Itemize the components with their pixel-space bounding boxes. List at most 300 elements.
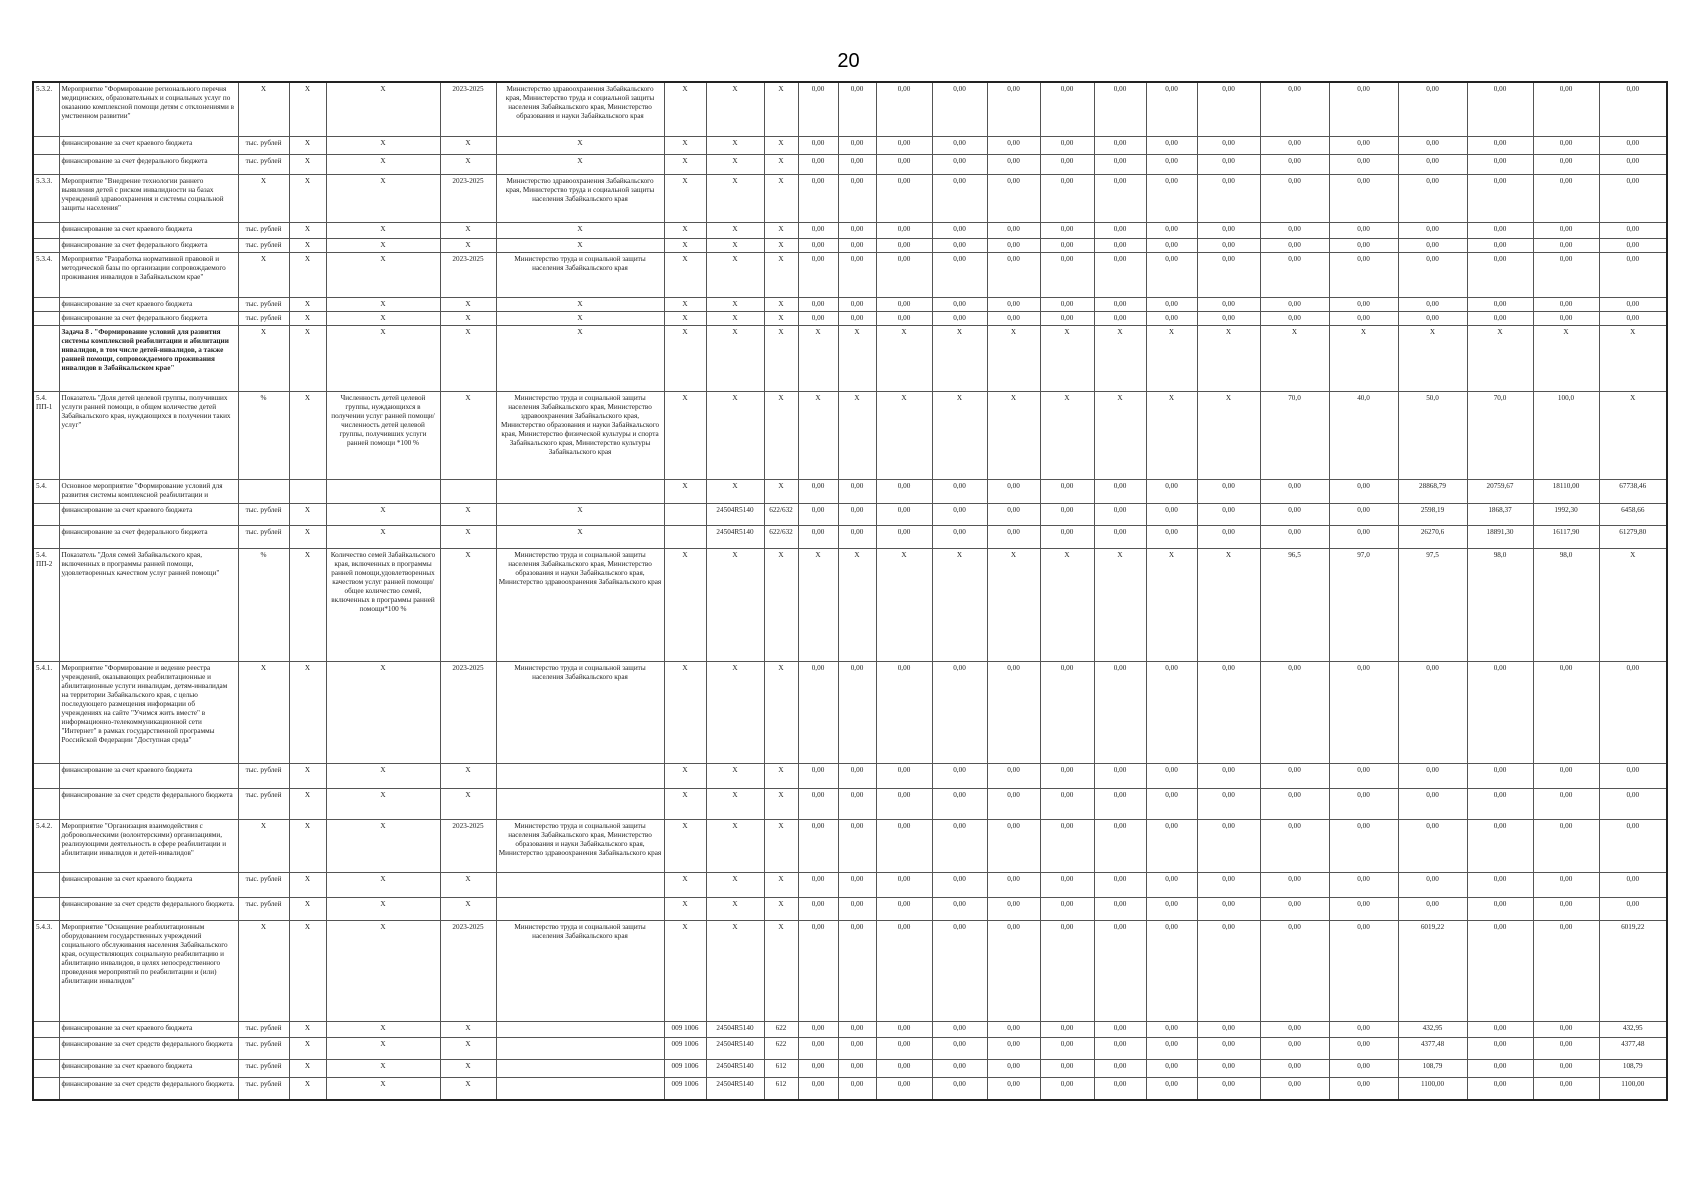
table-cell: X	[496, 503, 664, 525]
row-number-cell	[33, 154, 59, 174]
table-cell: X	[764, 222, 798, 238]
table-cell: 0,00	[798, 661, 838, 763]
table-row	[33, 548, 1667, 661]
table-cell: X	[1197, 325, 1260, 391]
table-cell: 0,00	[798, 897, 838, 920]
table-cell: X	[987, 391, 1040, 479]
table-cell	[496, 1077, 664, 1100]
table-cell: 0,00	[1146, 525, 1197, 548]
table-cell: X	[764, 391, 798, 479]
table-cell: 0,00	[838, 788, 876, 819]
table-cell: X	[664, 297, 706, 311]
row-number-cell	[33, 1059, 59, 1077]
table-cell: 009 1006	[664, 1077, 706, 1100]
table-cell: X	[440, 1059, 496, 1077]
table-cell: 0,00	[987, 82, 1040, 136]
table-cell: 0,00	[1094, 174, 1146, 222]
table-cell: 0,00	[1197, 872, 1260, 897]
table-cell: 0,00	[798, 763, 838, 788]
table-row	[33, 525, 1667, 548]
table-cell	[496, 763, 664, 788]
table-cell: X	[764, 154, 798, 174]
table-cell: X	[326, 1059, 440, 1077]
table-cell: 0,00	[1146, 238, 1197, 252]
table-cell: 0,00	[838, 238, 876, 252]
table-cell: X	[1146, 548, 1197, 661]
row-name-cell: финансирование за счет краевого бюджета	[59, 297, 238, 311]
table-cell: 2023-2025	[440, 174, 496, 222]
table-cell: 0,00	[876, 154, 932, 174]
table-cell: Министерство труда и социальной защиты населения Забайкальского края	[496, 252, 664, 297]
table-cell: 0,00	[1197, 525, 1260, 548]
table-cell: 0,00	[1329, 222, 1398, 238]
table-cell: 0,00	[1533, 154, 1599, 174]
table-cell: X	[876, 391, 932, 479]
table-cell: 0,00	[838, 819, 876, 872]
table-cell: X	[326, 1037, 440, 1059]
table-cell: 0,00	[1094, 82, 1146, 136]
table-cell: 0,00	[1146, 297, 1197, 311]
table-cell: %	[238, 391, 289, 479]
table-row	[33, 479, 1667, 503]
table-cell: 0,00	[798, 222, 838, 238]
table-cell: 0,00	[1329, 661, 1398, 763]
table-cell: Количество семей Забайкальского края, включенных в программы ранней помощи,удовлетворенных качеством услуг ранней помощи/общее количество семей, включенных в программы ранней помощи*100 %	[326, 548, 440, 661]
table-cell: X	[764, 311, 798, 325]
table-cell: 0,00	[987, 238, 1040, 252]
table-cell: 0,00	[1146, 1077, 1197, 1100]
table-cell: 0,00	[838, 136, 876, 154]
table-cell: 0,00	[1467, 1021, 1533, 1037]
table-cell: 0,00	[1398, 661, 1467, 763]
table-cell: 0,00	[1260, 897, 1329, 920]
table-cell: 0,00	[1040, 174, 1094, 222]
table-cell: 0,00	[798, 1077, 838, 1100]
table-cell: 0,00	[1197, 763, 1260, 788]
table-cell: тыс. рублей	[238, 1021, 289, 1037]
table-cell: 0,00	[1146, 788, 1197, 819]
table-cell: 97,5	[1398, 548, 1467, 661]
table-cell: 0,00	[932, 897, 987, 920]
table-cell: 0,00	[798, 503, 838, 525]
table-cell: X	[496, 325, 664, 391]
table-cell: X	[664, 763, 706, 788]
row-name-cell: Задача 8 . "Формирование условий для развития системы комплексной реабилитации и абилитации инвалидов, в том числе детей-инвалидов, а также ранней помощи, сопровождаемого проживания инвалидов в Забайкальском крае"	[59, 325, 238, 391]
table-cell: 0,00	[1260, 503, 1329, 525]
table-cell: 0,00	[1040, 136, 1094, 154]
row-name-cell: финансирование за счет краевого бюджета	[59, 763, 238, 788]
table-cell: 0,00	[1398, 297, 1467, 311]
table-cell: 0,00	[838, 920, 876, 1021]
row-name-cell: финансирование за счет краевого бюджета	[59, 222, 238, 238]
table-cell: 0,00	[876, 82, 932, 136]
table-cell	[238, 479, 289, 503]
table-cell: X	[838, 391, 876, 479]
table-cell: X	[440, 1077, 496, 1100]
table-cell: 0,00	[1197, 788, 1260, 819]
table-cell: X	[326, 1021, 440, 1037]
table-row	[33, 297, 1667, 311]
table-cell: X	[706, 222, 764, 238]
table-cell: 0,00	[1040, 1021, 1094, 1037]
table-cell: 0,00	[1260, 297, 1329, 311]
table-cell: 0,00	[798, 136, 838, 154]
table-cell: 2023-2025	[440, 252, 496, 297]
table-cell: 0,00	[1533, 82, 1599, 136]
table-cell: 0,00	[1146, 819, 1197, 872]
table-cell: 0,00	[1329, 788, 1398, 819]
table-row	[33, 819, 1667, 872]
table-cell: X	[1094, 391, 1146, 479]
table-cell: X	[440, 325, 496, 391]
table-cell: 0,00	[1040, 1059, 1094, 1077]
table-cell: X	[706, 297, 764, 311]
table-cell: X	[664, 82, 706, 136]
table-cell: 0,00	[1146, 872, 1197, 897]
table-body	[33, 82, 1667, 1100]
table-cell: 0,00	[1094, 1037, 1146, 1059]
table-cell: тыс. рублей	[238, 525, 289, 548]
table-cell: 0,00	[1040, 479, 1094, 503]
table-cell: 0,00	[798, 174, 838, 222]
table-cell: 4377,48	[1599, 1037, 1667, 1059]
table-cell: X	[326, 788, 440, 819]
table-cell: 0,00	[876, 872, 932, 897]
table-cell: 0,00	[1599, 238, 1667, 252]
table-cell: X	[289, 525, 326, 548]
table-cell: 0,00	[876, 661, 932, 763]
table-cell: X	[706, 872, 764, 897]
table-cell: 0,00	[932, 1037, 987, 1059]
table-cell: 0,00	[987, 503, 1040, 525]
table-cell: X	[987, 325, 1040, 391]
table-cell: 1992,30	[1533, 503, 1599, 525]
table-cell: 0,00	[1329, 154, 1398, 174]
table-cell: 0,00	[838, 252, 876, 297]
table-cell: X	[664, 920, 706, 1021]
table-cell: X	[764, 325, 798, 391]
table-cell: 0,00	[1260, 763, 1329, 788]
table-cell: X	[238, 82, 289, 136]
row-number-cell: 5.3.3.	[33, 174, 59, 222]
table-cell: 0,00	[1467, 136, 1533, 154]
table-cell: 0,00	[798, 297, 838, 311]
table-cell: 0,00	[1040, 819, 1094, 872]
table-cell: X	[1599, 391, 1667, 479]
table-cell: 0,00	[987, 788, 1040, 819]
table-cell: 0,00	[838, 222, 876, 238]
row-number-cell	[33, 788, 59, 819]
table-cell: X	[326, 174, 440, 222]
table-cell: 0,00	[1329, 136, 1398, 154]
table-cell: 0,00	[798, 525, 838, 548]
table-cell: 0,00	[1329, 1021, 1398, 1037]
table-cell: тыс. рублей	[238, 297, 289, 311]
row-number-cell	[33, 311, 59, 325]
row-number-cell: 5.4. ПП-1	[33, 391, 59, 479]
table-cell: 0,00	[1329, 525, 1398, 548]
table-cell: 0,00	[798, 154, 838, 174]
table-cell: 0,00	[876, 920, 932, 1021]
table-cell: X	[440, 136, 496, 154]
table-cell: 0,00	[987, 1021, 1040, 1037]
table-cell: X	[326, 897, 440, 920]
table-cell: 0,00	[932, 136, 987, 154]
table-cell: 0,00	[838, 479, 876, 503]
table-cell: X	[326, 1077, 440, 1100]
table-cell: 108,79	[1599, 1059, 1667, 1077]
table-cell: X	[764, 479, 798, 503]
table-cell: 2023-2025	[440, 661, 496, 763]
table-cell: 0,00	[876, 1059, 932, 1077]
table-cell: X	[326, 297, 440, 311]
table-cell: Министерство труда и социальной защиты населения Забайкальского края, Министерство образования и науки Забайкальского края, Министерство здравоохранения Забайкальского края	[496, 819, 664, 872]
table-cell: X	[289, 548, 326, 661]
table-cell: 0,00	[1533, 1037, 1599, 1059]
table-cell: 0,00	[1398, 174, 1467, 222]
table-cell: X	[706, 548, 764, 661]
table-cell: тыс. рублей	[238, 1059, 289, 1077]
table-cell: 0,00	[1533, 788, 1599, 819]
table-cell: 0,00	[1040, 661, 1094, 763]
table-cell: 0,00	[1146, 82, 1197, 136]
row-name-cell: финансирование за счет краевого бюджета	[59, 872, 238, 897]
table-cell: 0,00	[1599, 154, 1667, 174]
table-cell: 0,00	[987, 872, 1040, 897]
table-cell: X	[440, 222, 496, 238]
table-cell: 0,00	[932, 1059, 987, 1077]
table-cell: X	[1467, 325, 1533, 391]
table-cell: 0,00	[987, 136, 1040, 154]
table-cell: 0,00	[876, 252, 932, 297]
table-cell: %	[238, 548, 289, 661]
table-cell: X	[932, 548, 987, 661]
table-cell: X	[238, 920, 289, 1021]
table-cell: X	[987, 548, 1040, 661]
table-cell: 0,00	[1599, 819, 1667, 872]
table-cell: 24504R5140	[706, 1059, 764, 1077]
table-cell: 0,00	[798, 82, 838, 136]
table-cell: X	[289, 897, 326, 920]
table-cell	[496, 1037, 664, 1059]
table-row	[33, 763, 1667, 788]
table-cell: X	[838, 325, 876, 391]
table-cell: 0,00	[1533, 238, 1599, 252]
table-cell: 0,00	[1533, 1021, 1599, 1037]
row-name-cell: финансирование за счет федерального бюджета	[59, 238, 238, 252]
table-cell: 0,00	[987, 897, 1040, 920]
table-cell: 0,00	[1094, 311, 1146, 325]
table-cell: тыс. рублей	[238, 238, 289, 252]
table-cell: 0,00	[1467, 788, 1533, 819]
table-cell: 0,00	[1467, 1059, 1533, 1077]
table-cell: 0,00	[1040, 525, 1094, 548]
table-cell: 0,00	[1094, 525, 1146, 548]
table-cell: X	[932, 391, 987, 479]
table-cell: X	[440, 1021, 496, 1037]
table-cell: 0,00	[932, 819, 987, 872]
table-cell: 0,00	[1398, 763, 1467, 788]
table-cell: тыс. рублей	[238, 788, 289, 819]
table-cell: 0,00	[1197, 897, 1260, 920]
table-cell: 0,00	[1146, 174, 1197, 222]
table-cell: X	[326, 763, 440, 788]
row-number-cell	[33, 297, 59, 311]
table-cell: 0,00	[798, 1021, 838, 1037]
table-cell: 0,00	[1094, 503, 1146, 525]
table-cell: 0,00	[1094, 1077, 1146, 1100]
row-name-cell: финансирование за счет краевого бюджета	[59, 136, 238, 154]
table-cell: 0,00	[838, 82, 876, 136]
table-cell: X	[289, 252, 326, 297]
table-cell: X	[1040, 325, 1094, 391]
table-cell: X	[706, 479, 764, 503]
table-cell: X	[326, 136, 440, 154]
row-number-cell	[33, 1077, 59, 1100]
table-cell: X	[764, 238, 798, 252]
table-cell: 0,00	[1533, 920, 1599, 1021]
table-cell: 0,00	[838, 154, 876, 174]
table-cell: 0,00	[1467, 154, 1533, 174]
table-cell: 0,00	[876, 1021, 932, 1037]
table-cell: X	[440, 238, 496, 252]
row-name-cell: Показатель "Доля семей Забайкальского края, включенных в программы ранней помощи, удовлетворенных качеством услуг ранней помощи"	[59, 548, 238, 661]
table-cell: 0,00	[1599, 174, 1667, 222]
row-name-cell: Основное мероприятие "Формирование условий для развития системы комплексной реабилитации и	[59, 479, 238, 503]
table-cell	[496, 1059, 664, 1077]
table-row	[33, 174, 1667, 222]
table-cell: 1100,00	[1599, 1077, 1667, 1100]
table-cell: X	[764, 548, 798, 661]
table-cell: X	[238, 819, 289, 872]
table-cell: 0,00	[1533, 222, 1599, 238]
table-cell: 0,00	[876, 1037, 932, 1059]
table-cell: 0,00	[932, 525, 987, 548]
table-cell: 0,00	[1467, 311, 1533, 325]
table-cell: тыс. рублей	[238, 1077, 289, 1100]
table-cell: X	[706, 661, 764, 763]
table-cell: 0,00	[1599, 252, 1667, 297]
table-cell: 0,00	[932, 763, 987, 788]
table-cell: X	[664, 661, 706, 763]
table-cell: 108,79	[1398, 1059, 1467, 1077]
table-cell: X	[326, 872, 440, 897]
table-cell: 009 1006	[664, 1021, 706, 1037]
table-cell: 0,00	[1467, 661, 1533, 763]
table-cell: X	[706, 788, 764, 819]
table-cell: 0,00	[987, 1077, 1040, 1100]
table-cell: 26270,6	[1398, 525, 1467, 548]
row-name-cell: финансирование за счет федерального бюджета	[59, 154, 238, 174]
table-cell: 0,00	[1398, 222, 1467, 238]
table-cell: 0,00	[876, 763, 932, 788]
table-cell: 0,00	[987, 661, 1040, 763]
table-cell: 0,00	[1260, 920, 1329, 1021]
table-cell	[496, 479, 664, 503]
table-cell: 0,00	[1197, 154, 1260, 174]
table-cell: X	[289, 788, 326, 819]
table-cell: 0,00	[1094, 920, 1146, 1021]
table-cell: 0,00	[1467, 819, 1533, 872]
table-cell: 0,00	[1260, 174, 1329, 222]
table-cell: 0,00	[932, 222, 987, 238]
table-cell: 0,00	[1260, 819, 1329, 872]
table-cell: 0,00	[932, 1077, 987, 1100]
table-cell: 0,00	[1599, 297, 1667, 311]
table-cell: 0,00	[1329, 897, 1398, 920]
table-cell: Министерство здравоохранения Забайкальского края, Министерство труда и социальной защиты населения Забайкальского края, Министерство образования и науки Забайкальского края	[496, 82, 664, 136]
table-cell: 4377,48	[1398, 1037, 1467, 1059]
table-cell: 6458,66	[1599, 503, 1667, 525]
table-cell: X	[764, 661, 798, 763]
row-number-cell	[33, 525, 59, 548]
table-cell: 0,00	[1040, 82, 1094, 136]
table-cell: X	[664, 311, 706, 325]
table-cell	[326, 479, 440, 503]
table-cell: 0,00	[1040, 154, 1094, 174]
table-row	[33, 661, 1667, 763]
table-cell: 0,00	[1398, 872, 1467, 897]
table-cell: X	[798, 391, 838, 479]
table-cell: 0,00	[987, 1037, 1040, 1059]
table-cell: 6019,22	[1599, 920, 1667, 1021]
table-cell: 0,00	[932, 788, 987, 819]
table-cell: 0,00	[1260, 1021, 1329, 1037]
table-cell: 0,00	[1467, 222, 1533, 238]
table-cell	[496, 788, 664, 819]
table-cell: 0,00	[1260, 1059, 1329, 1077]
table-cell: 0,00	[1467, 872, 1533, 897]
table-cell: 0,00	[1260, 1037, 1329, 1059]
table-cell: X	[326, 525, 440, 548]
table-cell: X	[238, 661, 289, 763]
table-cell: 0,00	[1094, 1021, 1146, 1037]
table-cell: 0,00	[1040, 222, 1094, 238]
table-cell: 0,00	[1533, 174, 1599, 222]
table-cell: X	[664, 154, 706, 174]
table-cell: X	[440, 503, 496, 525]
table-cell: 0,00	[876, 238, 932, 252]
table-cell: 0,00	[1533, 136, 1599, 154]
table-cell: 0,00	[932, 661, 987, 763]
table-cell: X	[1599, 325, 1667, 391]
table-cell: 0,00	[1260, 479, 1329, 503]
table-cell: 0,00	[932, 872, 987, 897]
table-cell: 0,00	[987, 763, 1040, 788]
table-cell: 0,00	[932, 82, 987, 136]
table-row	[33, 1037, 1667, 1059]
table-cell: 612	[764, 1077, 798, 1100]
table-cell: X	[496, 297, 664, 311]
table-cell: 0,00	[798, 1037, 838, 1059]
table-cell: 2023-2025	[440, 920, 496, 1021]
table-cell: X	[326, 252, 440, 297]
table-cell: X	[706, 920, 764, 1021]
table-cell: 6019,22	[1398, 920, 1467, 1021]
table-cell: 0,00	[1398, 82, 1467, 136]
table-cell: 0,00	[1398, 311, 1467, 325]
row-number-cell	[33, 222, 59, 238]
table-cell: 0,00	[1197, 297, 1260, 311]
row-number-cell: 5.4.1.	[33, 661, 59, 763]
table-cell: 1868,37	[1467, 503, 1533, 525]
table-cell: X	[496, 136, 664, 154]
table-cell: 2598,19	[1398, 503, 1467, 525]
row-name-cell: Показатель "Доля детей целевой группы, получивших услуги ранней помощи, в общем количестве детей Забайкальского края, нуждающихся в получении таких услуг"	[59, 391, 238, 479]
table-cell: 0,00	[1197, 311, 1260, 325]
row-name-cell: финансирование за счет средств федерального бюджета	[59, 1037, 238, 1059]
table-cell: 98,0	[1467, 548, 1533, 661]
